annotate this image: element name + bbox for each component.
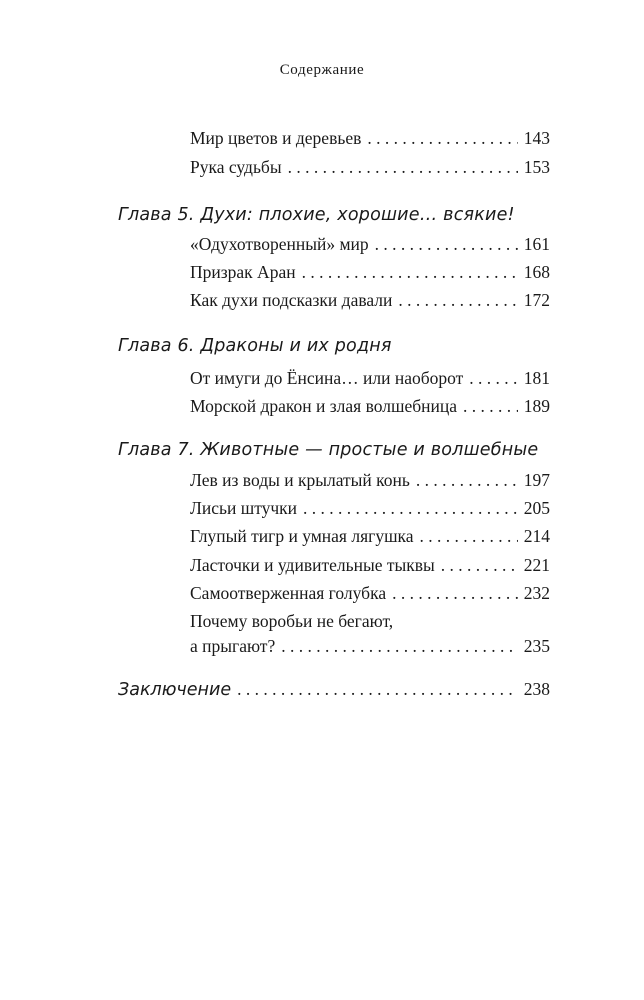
dot-leader (375, 232, 518, 256)
toc-entry[interactable] (190, 260, 550, 284)
toc-entry[interactable] (190, 155, 550, 179)
toc-entry-title: Рука судьбы (190, 157, 282, 177)
toc-entry-conclusion[interactable] (118, 677, 550, 702)
dot-leader (303, 496, 518, 520)
toc-entry-title: Лев из воды и крылатый конь (190, 470, 410, 490)
dot-leader (302, 260, 518, 284)
toc-entry[interactable] (190, 126, 550, 150)
toc-entry[interactable] (190, 394, 550, 418)
toc-entry[interactable] (190, 366, 550, 390)
toc-entry[interactable] (190, 634, 550, 658)
toc-entry[interactable] (190, 553, 550, 577)
toc-entry-title: Мир цветов и деревьев (190, 128, 362, 148)
toc-entry[interactable] (190, 581, 550, 605)
dot-leader (416, 468, 518, 492)
dot-leader (420, 524, 518, 548)
toc-page-number: 205 (523, 498, 550, 518)
chapter-heading-6[interactable]: Глава 6. Драконы и их родня (118, 336, 392, 356)
toc-page-number: 197 (523, 470, 550, 490)
toc-entry-title: Морской дракон и злая волшебница (190, 396, 458, 416)
toc-entry-title: а прыгают? (190, 636, 276, 656)
toc-page-number: 172 (523, 290, 550, 310)
toc-entry[interactable] (190, 468, 550, 492)
toc-entry[interactable] (190, 496, 550, 520)
toc-entry-title: Лисьи штучки (190, 498, 298, 518)
dot-leader (288, 155, 518, 179)
toc-entry[interactable] (190, 232, 550, 256)
running-header: Содержание (279, 62, 365, 78)
toc-page-number: 168 (523, 262, 550, 282)
toc-entry-title: «Одухотворенный» мир (190, 234, 369, 254)
dot-leader (392, 581, 518, 605)
toc-page-number: 221 (523, 555, 550, 575)
toc-page-number: 153 (523, 157, 550, 177)
chapter-heading-7[interactable]: Глава 7. Животные — простые и волшебные (118, 440, 539, 460)
toc-entry-title-line1[interactable]: Почему воробьи не бегают, (190, 611, 394, 631)
dot-leader (469, 366, 517, 390)
toc-page-number: 143 (523, 128, 550, 148)
toc-entry-title: Как духи подсказки давали (190, 290, 393, 310)
toc-page-number: 161 (523, 234, 550, 254)
dot-leader (237, 677, 518, 701)
toc-entry-title: Ласточки и удивительные тыквы (190, 555, 435, 575)
toc-page-number: 232 (523, 583, 550, 603)
toc-page-number: 238 (523, 679, 550, 699)
toc-entry[interactable] (190, 288, 550, 312)
dot-leader (398, 288, 517, 312)
toc-entry-title: Глупый тигр и умная лягушка (190, 526, 414, 546)
toc-entry-title: Заключение (118, 680, 232, 700)
toc-page-number: 214 (523, 526, 550, 546)
chapter-heading-5[interactable]: Глава 5. Духи: плохие, хорошие… всякие! (118, 205, 515, 225)
dot-leader (367, 126, 517, 150)
toc-entry-title: От имуги до Ёнсина… или наоборот (190, 368, 464, 388)
dot-leader (463, 394, 518, 418)
dot-leader (281, 634, 518, 658)
toc-entry[interactable] (190, 524, 550, 548)
toc-page-number: 235 (523, 636, 550, 656)
dot-leader (441, 553, 518, 577)
toc-page-number: 181 (523, 368, 550, 388)
toc-entry-title: Самоотверженная голубка (190, 583, 387, 603)
toc-entry-title: Призрак Аран (190, 262, 296, 282)
toc-page-number: 189 (523, 396, 550, 416)
